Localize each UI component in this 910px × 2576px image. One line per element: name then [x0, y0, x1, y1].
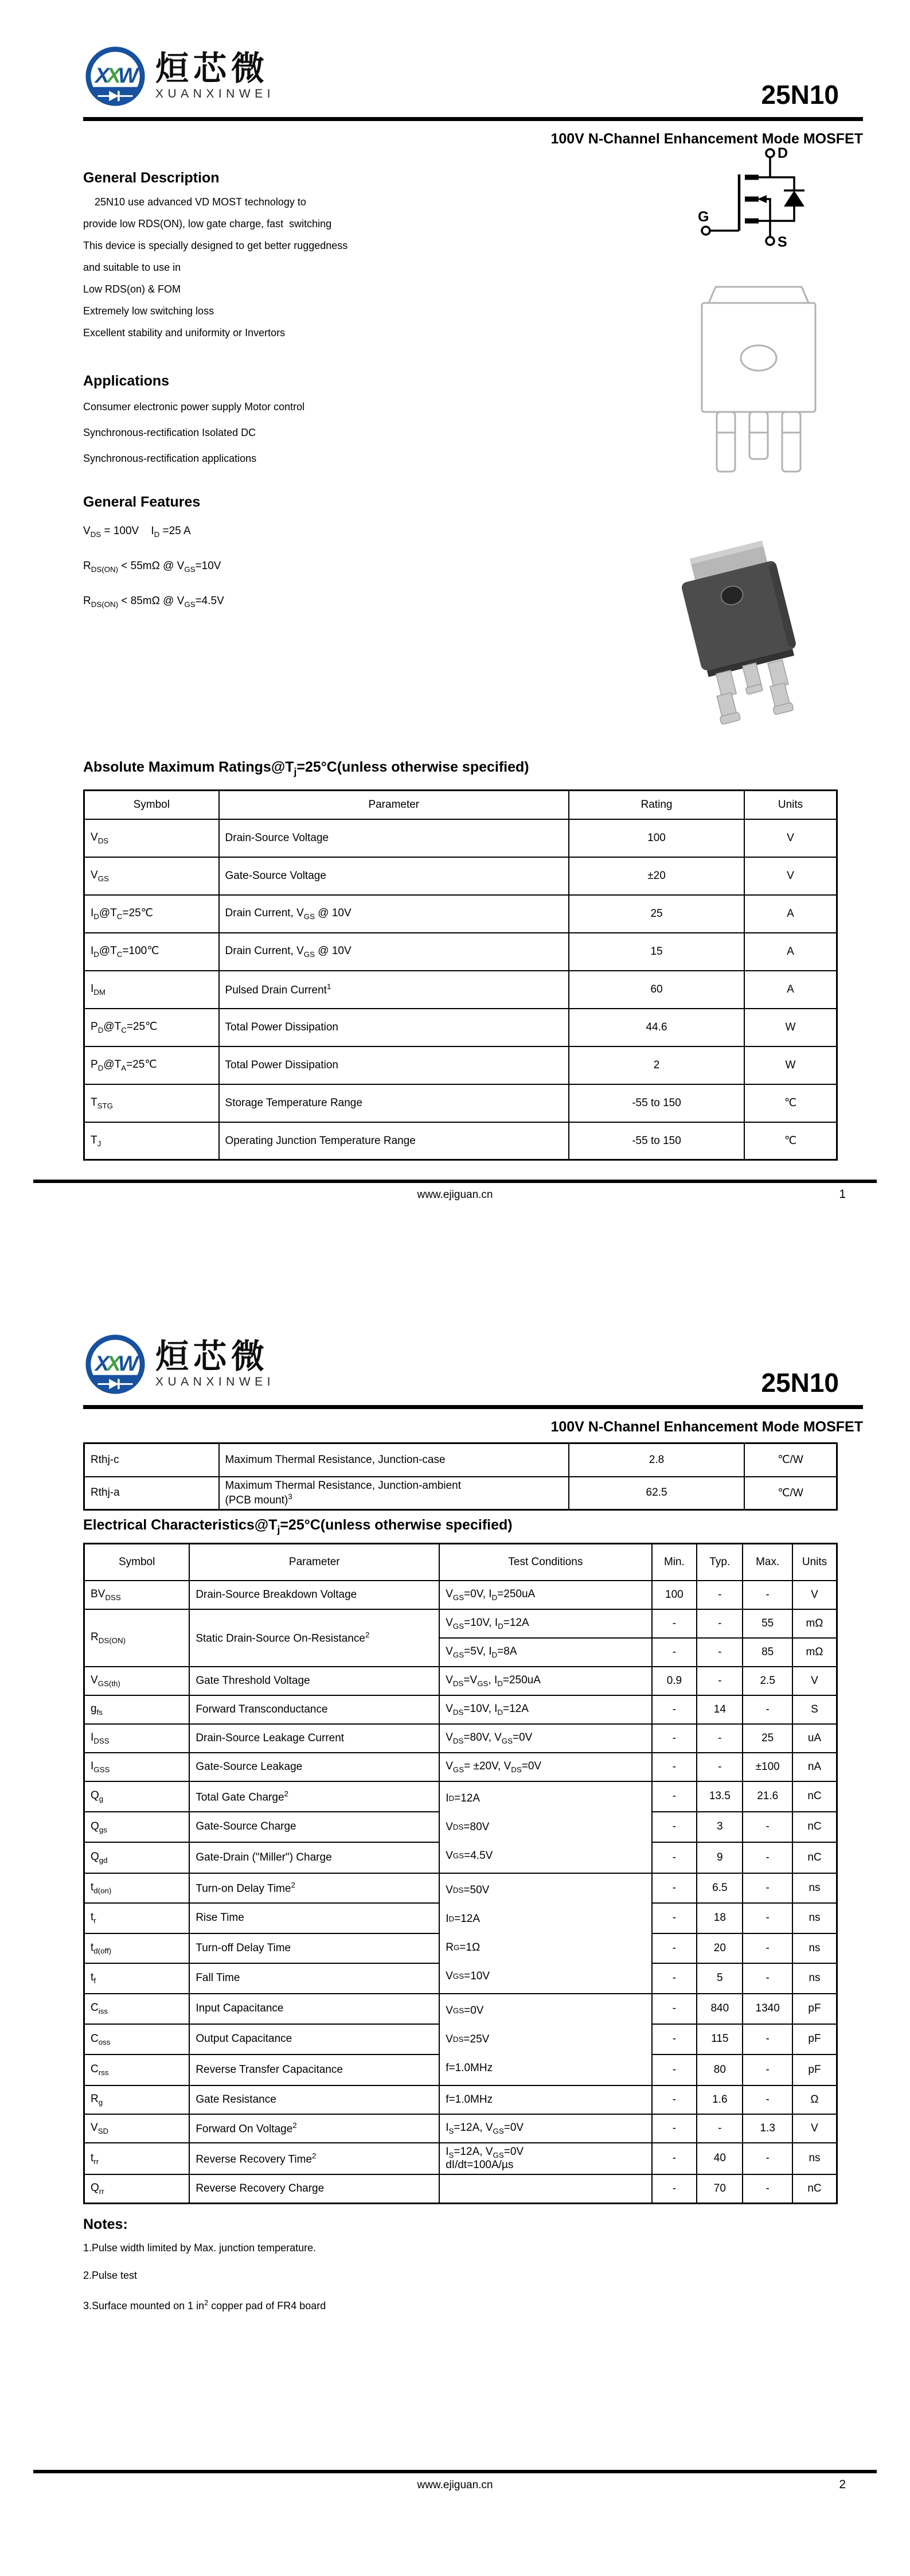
header-rule: [83, 117, 863, 121]
rating-cell: -55 to 150: [569, 1084, 744, 1122]
units-cell: ℃: [744, 1084, 837, 1122]
table-row: [84, 1122, 837, 1160]
parameter-cell: Storage Temperature Range: [219, 1084, 569, 1122]
col-header-symbol: Symbol: [84, 1544, 190, 1581]
feature-line: $V_{DS} = 100V$ $I_D =25$ A: [83, 525, 191, 539]
table-row: [84, 2085, 837, 2114]
parameter-cell: Drain-Source Leakage Current: [189, 1724, 439, 1753]
table-row: [84, 971, 837, 1009]
min-cell: -: [652, 2143, 697, 2175]
min-cell: -: [652, 1963, 697, 1994]
min-cell: -: [652, 2085, 697, 2114]
typ-cell: 5: [697, 1963, 743, 1994]
test-conditions-cell: $I_S=12A$, $V_{GS}=0V$: [439, 2114, 651, 2143]
units-cell: ns: [792, 1933, 837, 1964]
table-row: [84, 819, 837, 857]
symbol-cell: $V_{SD}$: [84, 2114, 190, 2143]
test-conditions-group: [446, 1876, 645, 1991]
parameter-cell: Drain-Source Breakdown Voltage: [189, 1581, 439, 1609]
typ-cell: -: [697, 1724, 743, 1753]
parameter-cell: Operating Junction Temperature Range: [219, 1122, 569, 1160]
table-row: [84, 895, 837, 933]
rating-cell: 25: [569, 895, 744, 933]
test-conditions-cell: $V_{GS}=5V$, $I_D=8A$: [439, 1638, 651, 1667]
test-conditions-cell: [439, 1873, 651, 1994]
parameter-cell: Reverse Recovery Time$^2$: [189, 2143, 439, 2175]
min-cell: -: [652, 1994, 697, 2024]
symbol-cell: $Q_{gd}$: [84, 1842, 190, 1873]
symbol-cell: $P_D@T_C=25℃$: [84, 1009, 219, 1046]
min-cell: -: [652, 1933, 697, 1964]
abs-max-title: Absolute Maximum $Ratings@T_j=25^\circ C(unless$ otherwise specified): [83, 759, 529, 778]
test-conditions-cell: $V_{DS}=10V$, $I_D=12A$: [439, 1695, 651, 1724]
min-cell: -: [652, 1812, 697, 1842]
logo-mark-icon: [83, 44, 147, 108]
typ-cell: -: [697, 2114, 743, 2143]
min-cell: 100: [652, 1581, 697, 1609]
symbol-cell: $t_{d(off)}$: [84, 1933, 190, 1964]
parameter-cell: Reverse Recovery Charge: [189, 2174, 439, 2203]
parameter-cell: Fall Time: [189, 1963, 439, 1994]
description-line: 25N10 use advanced VD MOST technology to: [83, 196, 306, 208]
units-cell: W: [744, 1009, 837, 1046]
symbol-cell: $V_{GS}$: [84, 857, 219, 895]
max-cell: -: [743, 2143, 792, 2175]
table-row: [84, 1781, 837, 1812]
table-row: [84, 1009, 837, 1046]
logo-monogram: XXW: [95, 1351, 136, 1375]
note-line: 3.Surface mounted on 1 $in^2$ copper pad of FR4 board: [83, 2298, 326, 2312]
test-conditions-cell: $V_{DS}=V_{GS}$, $I_D=250uA$: [439, 1667, 651, 1695]
parameter-cell: Gate Resistance: [189, 2085, 439, 2114]
parameter-cell: Input Capacitance: [189, 1994, 439, 2024]
max-cell: -: [743, 1842, 792, 1873]
symbol-cell: $I_{DSS}$: [84, 1724, 190, 1753]
units-cell: pF: [792, 2054, 837, 2085]
units-cell: A: [744, 933, 837, 971]
page2-footer: [0, 2470, 910, 2492]
note-line: 1.Pulse width limited by Max. junction temperature.: [83, 2242, 317, 2254]
section-title-applications: Applications: [83, 373, 170, 389]
units-cell: nC: [792, 1781, 837, 1812]
description-line: Extremely low switching loss: [83, 305, 214, 317]
page-2: [0, 1288, 910, 2576]
symbol-cell: Rthj-c: [84, 1443, 219, 1477]
symbol-cell: $BV_{DSS}$: [84, 1581, 190, 1609]
symbol-cell: $P_D@T_A=25℃$: [84, 1046, 219, 1084]
units-cell: V: [744, 819, 837, 857]
symbol-cell: $g_{fs}$: [84, 1695, 190, 1724]
col-header-parameter: Parameter: [219, 791, 569, 819]
description-line: This device is specially designed to get better ruggedness: [83, 240, 348, 251]
section-title-general-features: General Features: [83, 494, 201, 510]
col-header-min: Min.: [652, 1544, 697, 1581]
parameter-cell: Maximum Thermal Resistance, Junction-case: [219, 1443, 569, 1477]
test-condition-line: f=1.0MHz: [446, 2061, 493, 2074]
units-cell: ns: [792, 1903, 837, 1933]
applications-text: [83, 394, 657, 472]
page-number: 2: [839, 2478, 846, 2491]
page1-header: [83, 0, 863, 149]
parameter-cell: Total Power Dissipation: [219, 1009, 569, 1046]
symbol-cell: $C_{iss}$: [84, 1994, 190, 2024]
units-cell: V: [792, 2114, 837, 2143]
typ-cell: 9: [697, 1842, 743, 1873]
test-condition-line: V DS =25V: [446, 2033, 490, 2045]
col-header-rating: Rating: [569, 791, 744, 819]
max-cell: -: [743, 1903, 792, 1933]
min-cell: -: [652, 1638, 697, 1667]
elec-tbody: [84, 1581, 837, 2204]
units-cell: nC: [792, 2174, 837, 2203]
logo-en-name: XUANXINWEI: [155, 1375, 275, 1389]
units-cell: uA: [792, 1724, 837, 1753]
description-line: provide low RDS(ON), low gate charge, fast switching: [83, 218, 332, 229]
table-row: [84, 1724, 837, 1753]
mosfet-symbol-figure: [697, 145, 820, 259]
units-cell: Ω: [792, 2085, 837, 2114]
rating-cell: 100: [569, 819, 744, 857]
units-cell: V: [744, 857, 837, 895]
min-cell: -: [652, 2024, 697, 2054]
symbol-cell: $Q_{gs}$: [84, 1812, 190, 1842]
min-cell: -: [652, 2054, 697, 2085]
units-cell: ℃/W: [744, 1477, 837, 1510]
footer-url: www.ejiguan.cn: [417, 1189, 493, 1201]
col-header-typ: Typ.: [697, 1544, 743, 1581]
logo-text: [155, 49, 275, 102]
package-photo-figure: [672, 534, 810, 731]
table-row: [84, 1695, 837, 1724]
general-features-text: [83, 515, 657, 620]
max-cell: 1.3: [743, 2114, 792, 2143]
units-cell: pF: [792, 1994, 837, 2024]
value-cell: 2.8: [569, 1443, 744, 1477]
typ-cell: 6.5: [697, 1873, 743, 1904]
logo-text: [155, 1337, 275, 1390]
logo-monogram: XXW: [95, 63, 136, 87]
units-cell: A: [744, 971, 837, 1009]
table-row: [84, 1753, 837, 1781]
abs-max-table: [83, 789, 838, 1161]
typ-cell: 20: [697, 1933, 743, 1964]
min-cell: -: [652, 1781, 697, 1812]
rating-cell: 60: [569, 971, 744, 1009]
max-cell: -: [743, 2174, 792, 2203]
test-condition-line: V GS =0V: [446, 2004, 484, 2017]
parameter-cell: Gate Threshold Voltage: [189, 1667, 439, 1695]
description-line: and suitable to use in: [83, 262, 181, 273]
doc-subtitle: 100V N-Channel Enhancement Mode MOSFET: [550, 131, 863, 147]
min-cell: -: [652, 2174, 697, 2203]
parameter-cell: Gate-Source Charge: [189, 1812, 439, 1842]
units-cell: nC: [792, 1812, 837, 1842]
typ-cell: -: [697, 1638, 743, 1667]
rating-cell: 2: [569, 1046, 744, 1084]
max-cell: -: [743, 1933, 792, 1964]
notes-title: Notes:: [83, 2216, 128, 2232]
min-cell: -: [652, 1873, 697, 1904]
min-cell: 0.9: [652, 1667, 697, 1695]
logo-cn-name: 烜芯微: [155, 1337, 270, 1375]
company-logo: [83, 41, 863, 111]
company-logo: [83, 1329, 863, 1399]
symbol-cell: Rthj-a: [84, 1477, 219, 1510]
test-condition-line: V DS =50V: [446, 1884, 490, 1896]
parameter-cell: Turn-on Delay Time$^2$: [189, 1873, 439, 1904]
units-cell: nC: [792, 1842, 837, 1873]
thermal-tbody: [84, 1443, 837, 1510]
typ-cell: 14: [697, 1695, 743, 1724]
gate-label: G: [698, 209, 709, 225]
table-row: [84, 2143, 837, 2175]
symbol-cell: $Q_{rr}$: [84, 2174, 190, 2203]
symbol-cell: $t_{d(on)}$: [84, 1873, 190, 1904]
symbol-cell: $V_{DS}$: [84, 819, 219, 857]
typ-cell: 13.5: [697, 1781, 743, 1812]
test-conditions-cell: $V_{DS}=80V$, $V_{GS}=0V$: [439, 1724, 651, 1753]
logo-en-name: XUANXINWEI: [155, 87, 275, 101]
drain-label: D: [778, 145, 788, 161]
col-header-max: Max.: [743, 1544, 792, 1581]
typ-cell: 40: [697, 2143, 743, 2175]
typ-cell: 80: [697, 2054, 743, 2085]
parameter-cell: Reverse Transfer Capacitance: [189, 2054, 439, 2085]
test-conditions-group: [446, 1997, 645, 2083]
section-title-general-description: General Description: [83, 170, 220, 186]
table-row: [84, 1084, 837, 1122]
parameter-cell: Rise Time: [189, 1903, 439, 1933]
symbol-cell: $Q_g$: [84, 1781, 190, 1812]
min-cell: -: [652, 1753, 697, 1781]
test-conditions-cell: [439, 1994, 651, 2085]
page-number: 1: [839, 1188, 846, 1201]
parameter-cell: Turn-off Delay Time: [189, 1933, 439, 1964]
units-cell: A: [744, 895, 837, 933]
col-header-units: Units: [792, 1544, 837, 1581]
symbol-cell: $I_D@T_C=25℃$: [84, 895, 219, 933]
units-cell: ns: [792, 2143, 837, 2175]
max-cell: -: [743, 1581, 792, 1609]
table-row: [84, 1609, 837, 1638]
test-conditions-cell: [439, 1781, 651, 1873]
test-condition-line: R G =1Ω: [446, 1941, 481, 1954]
test-conditions-cell: $I_S=12A$, $V_{GS}=0V$ dI/dt=100A/µs: [439, 2143, 651, 2175]
table-row: [84, 1994, 837, 2024]
elec-header-row: [84, 1544, 837, 1581]
package-outline-figure: [687, 282, 830, 480]
doc-subtitle: 100V N-Channel Enhancement Mode MOSFET: [550, 1419, 863, 1435]
typ-cell: -: [697, 1753, 743, 1781]
table-row: [84, 857, 837, 895]
parameter-cell: Output Capacitance: [189, 2024, 439, 2054]
parameter-cell: Gate-Source Voltage: [219, 857, 569, 895]
note-line: 2.Pulse test: [83, 2269, 138, 2281]
test-conditions-cell: $V_{GS}=0V$, $I_D=250uA$: [439, 1581, 651, 1609]
symbol-cell: $T_{STG}$: [84, 1084, 219, 1122]
part-number: 25N10: [761, 80, 839, 110]
typ-cell: -: [697, 1609, 743, 1638]
units-cell: mΩ: [792, 1609, 837, 1638]
logo-cn-name: 烜芯微: [155, 49, 270, 87]
col-header-test-conditions: Test Conditions: [439, 1544, 651, 1581]
min-cell: -: [652, 1609, 697, 1638]
parameter-cell: Pulsed Drain Current$^1$: [219, 971, 569, 1009]
page2-header: [83, 1288, 863, 1437]
max-cell: -: [743, 1695, 792, 1724]
footer-rule: [33, 2470, 877, 2473]
max-cell: 25: [743, 1724, 792, 1753]
parameter-cell: Gate-Source Leakage: [189, 1753, 439, 1781]
parameter-cell: Total Power Dissipation: [219, 1046, 569, 1084]
feature-line: $R_{DS(ON)} < 85m\Omega$ @ $V_{GS}=4.5V$: [83, 594, 224, 609]
units-cell: ℃/W: [744, 1443, 837, 1477]
general-description-text: [83, 191, 657, 344]
symbol-cell: $I_{DM}$: [84, 971, 219, 1009]
typ-cell: 1.6: [697, 2085, 743, 2114]
min-cell: -: [652, 1695, 697, 1724]
symbol-cell: $I_{GSS}$: [84, 1753, 190, 1781]
parameter-cell: Drain Current, $V_{GS}$ @ 10V: [219, 933, 569, 971]
max-cell: -: [743, 2085, 792, 2114]
units-cell: W: [744, 1046, 837, 1084]
symbol-cell: $T_J$: [84, 1122, 219, 1160]
units-cell: V: [792, 1581, 837, 1609]
test-condition-line: V DS =80V: [446, 1820, 490, 1833]
parameter-cell: Total Gate Charge$^2$: [189, 1781, 439, 1812]
max-cell: 2.5: [743, 1667, 792, 1695]
test-conditions-cell: [439, 2174, 651, 2203]
test-condition-line: I D =12A: [446, 1912, 481, 1925]
header-rule: [83, 1405, 863, 1409]
page1-footer: [0, 1180, 910, 1201]
application-line: Synchronous-rectification Isolated DC: [83, 427, 256, 438]
col-header-parameter: Parameter: [189, 1544, 439, 1581]
table-row: [84, 933, 837, 971]
units-cell: V: [792, 1667, 837, 1695]
typ-cell: 18: [697, 1903, 743, 1933]
table-row: [84, 1046, 837, 1084]
max-cell: 55: [743, 1609, 792, 1638]
max-cell: ±100: [743, 1753, 792, 1781]
symbol-cell: $t_f$: [84, 1963, 190, 1994]
rating-cell: -55 to 150: [569, 1122, 744, 1160]
test-conditions-cell: f=1.0MHz: [439, 2085, 651, 2114]
units-cell: ns: [792, 1873, 837, 1904]
parameter-cell: Static Drain-Source On-Resistance$^2$: [189, 1609, 439, 1667]
typ-cell: 115: [697, 2024, 743, 2054]
typ-cell: 3: [697, 1812, 743, 1842]
typ-cell: -: [697, 1581, 743, 1609]
parameter-cell: Drain Current, $V_{GS}$ @ 10V: [219, 895, 569, 933]
max-cell: 21.6: [743, 1781, 792, 1812]
max-cell: 85: [743, 1638, 792, 1667]
symbol-cell: $C_{oss}$: [84, 2024, 190, 2054]
min-cell: -: [652, 1724, 697, 1753]
parameter-cell: Forward On Voltage$^2$: [189, 2114, 439, 2143]
parameter-cell: Gate-Drain ("Miller") Charge: [189, 1842, 439, 1873]
symbol-cell: $V_{GS(th)}$: [84, 1667, 190, 1695]
units-cell: ns: [792, 1963, 837, 1994]
max-cell: -: [743, 2054, 792, 2085]
test-conditions-cell: $V_{GS}=10V$, $I_D=12A$: [439, 1609, 651, 1638]
rating-cell: ±20: [569, 857, 744, 895]
typ-cell: -: [697, 1667, 743, 1695]
source-label: S: [778, 234, 787, 250]
feature-line: $R_{DS(ON)} < 55m\Omega$ @ $V_{GS}=10V$: [83, 559, 221, 574]
footer-url: www.ejiguan.cn: [417, 2479, 493, 2491]
description-line: Low RDS(on) & FOM: [83, 283, 181, 295]
part-number: 25N10: [761, 1368, 839, 1398]
application-line: Consumer electronic power supply Motor control: [83, 401, 305, 413]
test-condition-line: I D =12A: [446, 1792, 481, 1804]
parameter-cell: Drain-Source Voltage: [219, 819, 569, 857]
col-header-symbol: Symbol: [84, 791, 219, 819]
symbol-cell: $t_r$: [84, 1903, 190, 1933]
units-cell: nA: [792, 1753, 837, 1781]
table-row: [84, 2114, 837, 2143]
test-condition-line: V GS =10V: [446, 1970, 490, 1982]
table-row: [84, 1667, 837, 1695]
test-conditions-group: [446, 1784, 645, 1870]
units-cell: mΩ: [792, 1638, 837, 1667]
symbol-cell: $I_D@T_C=100℃$: [84, 933, 219, 971]
symbol-cell: $C_{rss}$: [84, 2054, 190, 2085]
symbol-cell: $R_g$: [84, 2085, 190, 2114]
units-cell: ℃: [744, 1122, 837, 1160]
table-row: [84, 1873, 837, 1904]
max-cell: 1340: [743, 1994, 792, 2024]
units-cell: pF: [792, 2024, 837, 2054]
parameter-cell: Maximum Thermal Resistance, Junction-ambient (PCB mount)$^3$: [219, 1477, 569, 1510]
abs-max-header-row: [84, 791, 837, 819]
test-conditions-cell: $V_{GS}= \pm 20V$, $V_{DS}=0V$: [439, 1753, 651, 1781]
max-cell: -: [743, 2024, 792, 2054]
min-cell: -: [652, 1903, 697, 1933]
footer-rule: [33, 1180, 877, 1183]
min-cell: -: [652, 2114, 697, 2143]
units-cell: S: [792, 1695, 837, 1724]
notes-list: [83, 2234, 863, 2320]
rating-cell: 44.6: [569, 1009, 744, 1046]
typ-cell: 840: [697, 1994, 743, 2024]
max-cell: -: [743, 1873, 792, 1904]
table-row: [84, 1581, 837, 1609]
typ-cell: 70: [697, 2174, 743, 2203]
table-row: [84, 1443, 837, 1477]
thermal-table: [83, 1442, 838, 1511]
max-cell: -: [743, 1963, 792, 1994]
application-line: Synchronous-rectification applications: [83, 453, 257, 464]
value-cell: 62.5: [569, 1477, 744, 1510]
symbol-cell: $t_{rr}$: [84, 2143, 190, 2175]
abs-max-tbody: [84, 819, 837, 1160]
table-row: [84, 1477, 837, 1510]
parameter-cell: Forward Transconductance: [189, 1695, 439, 1724]
test-condition-line: V GS =4.5V: [446, 1849, 493, 1862]
elec-title: Electrical $Characteristics@T_j=25^\circ C(unless$ otherwise specified): [83, 1517, 513, 1535]
elec-table: [83, 1543, 838, 2204]
min-cell: -: [652, 1842, 697, 1873]
rating-cell: 15: [569, 933, 744, 971]
table-row: [84, 2174, 837, 2203]
logo-mark-icon: [83, 1332, 147, 1396]
col-header-units: Units: [744, 791, 837, 819]
description-line: Excellent stability and uniformity or Invertors: [83, 327, 286, 338]
symbol-cell: $R_{DS(ON)}$: [84, 1609, 190, 1667]
max-cell: -: [743, 1812, 792, 1842]
